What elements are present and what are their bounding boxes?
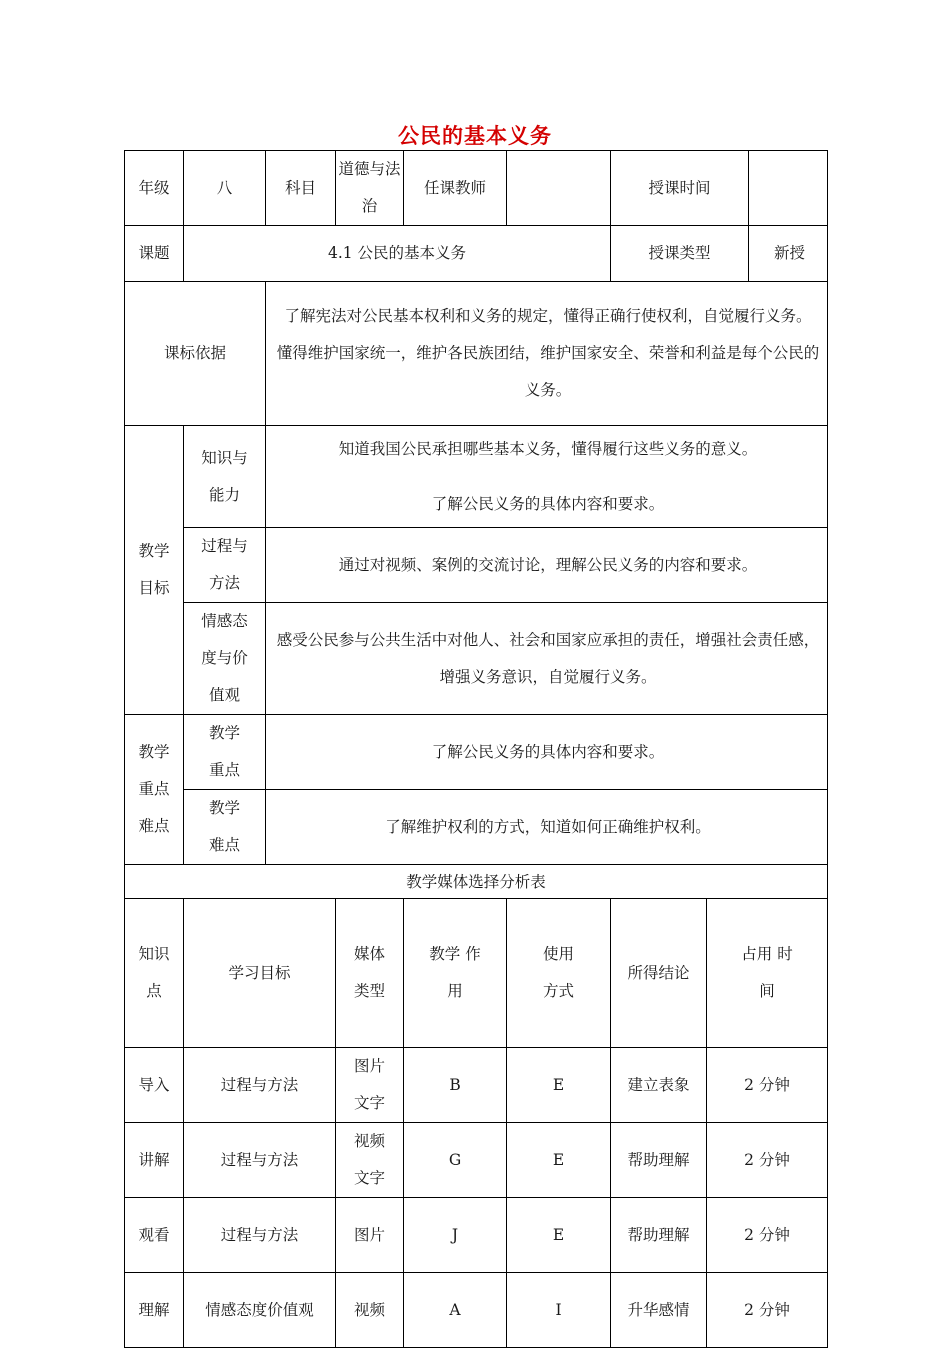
teacher-label: 任课教师 xyxy=(404,151,507,226)
process-label: 过程与 方法 xyxy=(184,528,266,603)
row-conclusion: 建立表象 xyxy=(611,1048,707,1123)
media-title-row xyxy=(125,865,828,899)
header-row xyxy=(125,151,828,226)
row-point: 导入 xyxy=(125,1048,184,1123)
row-conclusion: 帮助理解 xyxy=(611,1198,707,1273)
grade-label: 年级 xyxy=(125,151,184,226)
row-conclusion: 帮助理解 xyxy=(611,1123,707,1198)
row-media-type: 图片 xyxy=(336,1198,404,1273)
row-point: 观看 xyxy=(125,1198,184,1273)
row-time: 2 分钟 xyxy=(707,1273,828,1348)
emotion-text: 感受公民参与公共生活中对他人、社会和国家应承担的责任，增强社会责任感，增强义务意识，自觉履行义务。 xyxy=(266,603,828,715)
row-point: 理解 xyxy=(125,1273,184,1348)
row-conclusion: 升华感情 xyxy=(611,1273,707,1348)
row-media-type: 视频 xyxy=(336,1273,404,1348)
basis-text-2: 懂得维护国家统一，维护各民族团结，维护国家安全、荣誉和利益是每个公民的义务。 xyxy=(276,344,820,399)
row-goal: 过程与方法 xyxy=(184,1123,336,1198)
media-header-time: 占用 时 间 xyxy=(707,899,828,1048)
media-header-goal: 学习目标 xyxy=(184,899,336,1048)
row-media-type: 图片 文字 xyxy=(336,1048,404,1123)
key-points-label: 教学 重点 难点 xyxy=(125,715,184,865)
row-usage: E xyxy=(507,1123,611,1198)
basis-row xyxy=(125,282,828,426)
basis-text-1: 了解宪法对公民基本权利和义务的规定，懂得正确行使权利，自觉履行义务。 xyxy=(284,307,812,325)
row-time: 2 分钟 xyxy=(707,1198,828,1273)
focus-label: 教学 重点 xyxy=(184,715,266,790)
topic-row xyxy=(125,226,828,282)
lesson-plan-table xyxy=(124,150,828,1348)
row-time: 2 分钟 xyxy=(707,1048,828,1123)
media-header-type: 媒体 类型 xyxy=(336,899,404,1048)
row-usage: I xyxy=(507,1273,611,1348)
row-role: B xyxy=(404,1048,507,1123)
teacher-value xyxy=(507,151,611,226)
row-role: G xyxy=(404,1123,507,1198)
row-usage: E xyxy=(507,1198,611,1273)
subject-label: 科目 xyxy=(266,151,336,226)
process-text: 通过对视频、案例的交流讨论，理解公民义务的内容和要求。 xyxy=(266,528,828,603)
difficulty-row xyxy=(125,790,828,865)
goals-label: 教学 目标 xyxy=(125,426,184,715)
row-media-type: 视频 文字 xyxy=(336,1123,404,1198)
row-goal: 情感态度价值观 xyxy=(184,1273,336,1348)
difficulty-text: 了解维护权利的方式，知道如何正确维护权利。 xyxy=(266,790,828,865)
table-row xyxy=(125,1198,828,1273)
knowledge-label: 知识与 能力 xyxy=(184,426,266,528)
row-role: J xyxy=(404,1198,507,1273)
focus-row xyxy=(125,715,828,790)
media-header-usage: 使用 方式 xyxy=(507,899,611,1048)
row-role: A xyxy=(404,1273,507,1348)
grade-value: 八 xyxy=(184,151,266,226)
topic-label: 课题 xyxy=(125,226,184,282)
focus-text: 了解公民义务的具体内容和要求。 xyxy=(266,715,828,790)
topic-value: 4.1 公民的基本义务 xyxy=(184,226,611,282)
basis-label: 课标依据 xyxy=(125,282,266,426)
media-table-title: 教学媒体选择分析表 xyxy=(125,865,828,899)
media-header-conclusion: 所得结论 xyxy=(611,899,707,1048)
basis-text xyxy=(266,282,828,426)
difficulty-label: 教学 难点 xyxy=(184,790,266,865)
row-goal: 过程与方法 xyxy=(184,1198,336,1273)
media-header-row xyxy=(125,899,828,1048)
table-row xyxy=(125,1048,828,1123)
media-header-role: 教学 作 用 xyxy=(404,899,507,1048)
row-usage: E xyxy=(507,1048,611,1123)
time-value xyxy=(749,151,828,226)
row-time: 2 分钟 xyxy=(707,1123,828,1198)
lesson-type-value: 新授 xyxy=(749,226,828,282)
process-row xyxy=(125,528,828,603)
row-point: 讲解 xyxy=(125,1123,184,1198)
knowledge-row xyxy=(125,426,828,528)
row-goal: 过程与方法 xyxy=(184,1048,336,1123)
knowledge-text: 知道我国公民承担哪些基本义务，懂得履行这些义务的意义。 了解公民义务的具体内容和要求。 xyxy=(266,426,828,528)
media-header-knowledge: 知识 点 xyxy=(125,899,184,1048)
subject-value: 道德与法 治 xyxy=(336,151,404,226)
document-title: 公民的基本义务 xyxy=(398,124,552,148)
table-row xyxy=(125,1123,828,1198)
time-label: 授课时间 xyxy=(611,151,749,226)
emotion-row xyxy=(125,603,828,715)
lesson-type-label: 授课类型 xyxy=(611,226,749,282)
emotion-label: 情感态 度与价 值观 xyxy=(184,603,266,715)
table-row xyxy=(125,1273,828,1348)
